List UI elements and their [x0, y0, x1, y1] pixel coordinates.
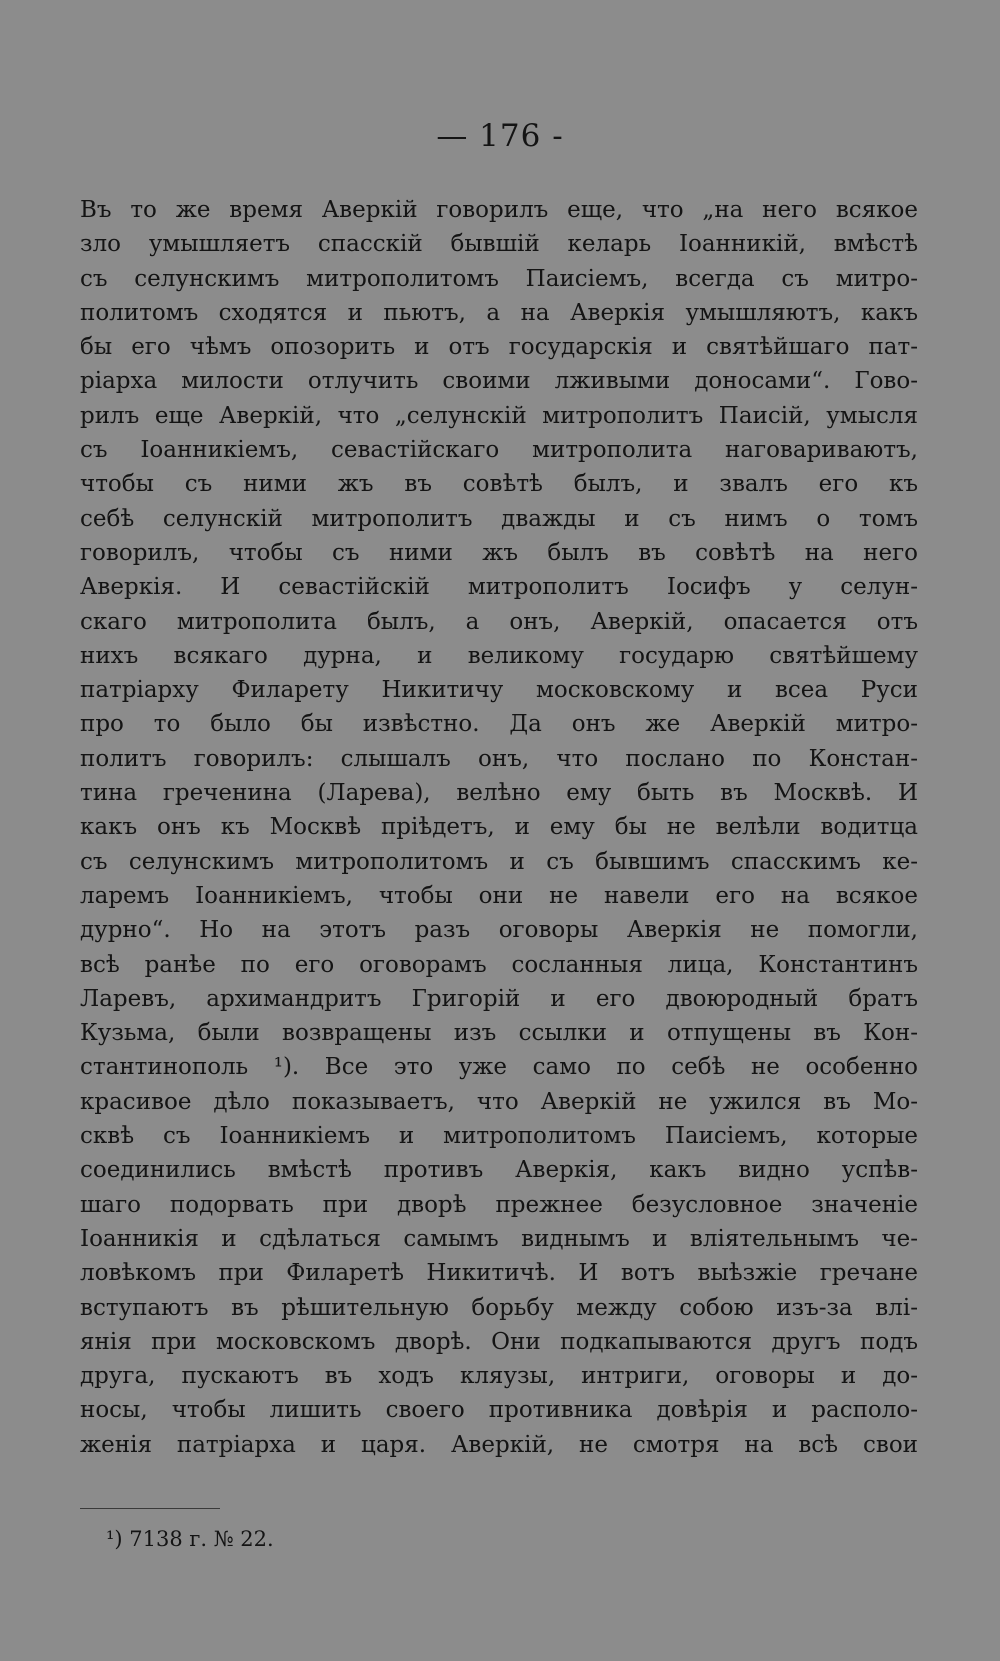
text-line: патріарху Филарету Никитичу московскому и всеа Руси: [80, 677, 918, 704]
footnote-rule: [80, 1508, 220, 1509]
text-line: янія при московскомъ дворѣ. Они подкапываются другъ подъ: [80, 1328, 918, 1355]
text-line: Въ то же время Аверкій говорилъ еще, что „на него всякое: [80, 197, 918, 223]
text-line: съ Іоанникіемъ, севастійскаго митрополита наговариваютъ,: [80, 437, 918, 464]
text-line: нихъ всякаго дурна, и великому государю святѣйшему: [80, 642, 918, 669]
text-line: говорилъ, чтобы съ ними жъ былъ въ совѣтѣ на него: [80, 539, 918, 566]
text-line: съ селунскимъ митрополитомъ Паисіемъ, всегда съ митро-: [80, 265, 918, 292]
text-line: вступаютъ въ рѣшительную борьбу между собою изъ-за влі-: [80, 1294, 918, 1321]
text-line: Ларевъ, архимандритъ Григорій и его двоюродный братъ: [80, 985, 918, 1012]
text-line: политъ говорилъ: слышалъ онъ, что послано по Констан-: [80, 745, 918, 772]
text-line: скаго митрополита былъ, а онъ, Аверкій, опасается отъ: [80, 608, 918, 635]
text-line: друга, пускаютъ въ ходъ кляузы, интриги, оговоры и до-: [80, 1363, 918, 1390]
body-text: [80, 193, 918, 1462]
text-line: шаго подорвать при дворѣ прежнее безусловное значеніе: [80, 1191, 918, 1218]
footnote: ¹) 7138 г. № 22.: [106, 1527, 274, 1551]
text-line: сквѣ съ Іоанникіемъ и митрополитомъ Паисіемъ, которые: [80, 1123, 918, 1150]
text-line: ловѣкомъ при Филаретѣ Никитичѣ. И вотъ выѣзжіе гречане: [80, 1260, 918, 1287]
text-line: женія патріарха и царя. Аверкій, не смотря на всѣ свои: [80, 1431, 918, 1458]
text-line: съ селунскимъ митрополитомъ и съ бывшимъ спасскимъ ке-: [80, 848, 918, 875]
text-line: ларемъ Іоанникіемъ, чтобы они не навели его на всякое: [80, 882, 918, 909]
text-line: какъ онъ къ Москвѣ пріѣдетъ, и ему бы не велѣли водитца: [80, 814, 918, 841]
text-line: тина греченина (Ларева), велѣно ему быть въ Москвѣ. И: [80, 780, 918, 807]
text-line: дурно“. Но на этотъ разъ оговоры Аверкія не помогли,: [80, 917, 918, 944]
text-line: бы его чѣмъ опозорить и отъ государскія и святѣйшаго пат-: [80, 334, 918, 361]
text-line: зло умышляетъ спасскій бывшій келарь Іоанникій, вмѣстѣ: [80, 231, 918, 258]
text-line: рилъ еще Аверкій, что „селунскій митрополитъ Паисій, умысля: [80, 402, 918, 429]
text-line: всѣ ранѣе по его оговорамъ сосланныя лица, Константинъ: [80, 951, 918, 978]
text-line: носы, чтобы лишить своего противника довѣрія и располо-: [80, 1397, 918, 1424]
text-line: ріарха милости отлучить своими лживыми доносами“. Гово-: [80, 368, 918, 395]
text-line: себѣ селунскій митрополитъ дважды и съ нимъ о томъ: [80, 505, 918, 532]
text-line: чтобы съ ними жъ въ совѣтѣ былъ, и звалъ его къ: [80, 471, 918, 498]
text-line: Іоанникія и сдѣлаться самымъ виднымъ и вліятельнымъ че-: [80, 1225, 918, 1252]
text-line: Аверкія. И севастійскій митрополитъ Іосифъ у селун-: [80, 574, 918, 601]
text-line: политомъ сходятся и пьютъ, а на Аверкія умышляютъ, какъ: [80, 299, 918, 326]
text-line: стантинополь ¹). Все это уже само по себѣ не особенно: [80, 1054, 918, 1081]
text-line: про то было бы извѣстно. Да онъ же Аверкій митро-: [80, 711, 918, 738]
text-line: красивое дѣло показываетъ, что Аверкій не ужился въ Мо-: [80, 1088, 918, 1115]
text-line: Кузьма, были возвращены изъ ссылки и отпущены въ Кон-: [80, 1020, 918, 1047]
page-number: — 176 -: [436, 118, 564, 154]
text-line: соединились вмѣстѣ противъ Аверкія, какъ видно успѣв-: [80, 1157, 918, 1184]
